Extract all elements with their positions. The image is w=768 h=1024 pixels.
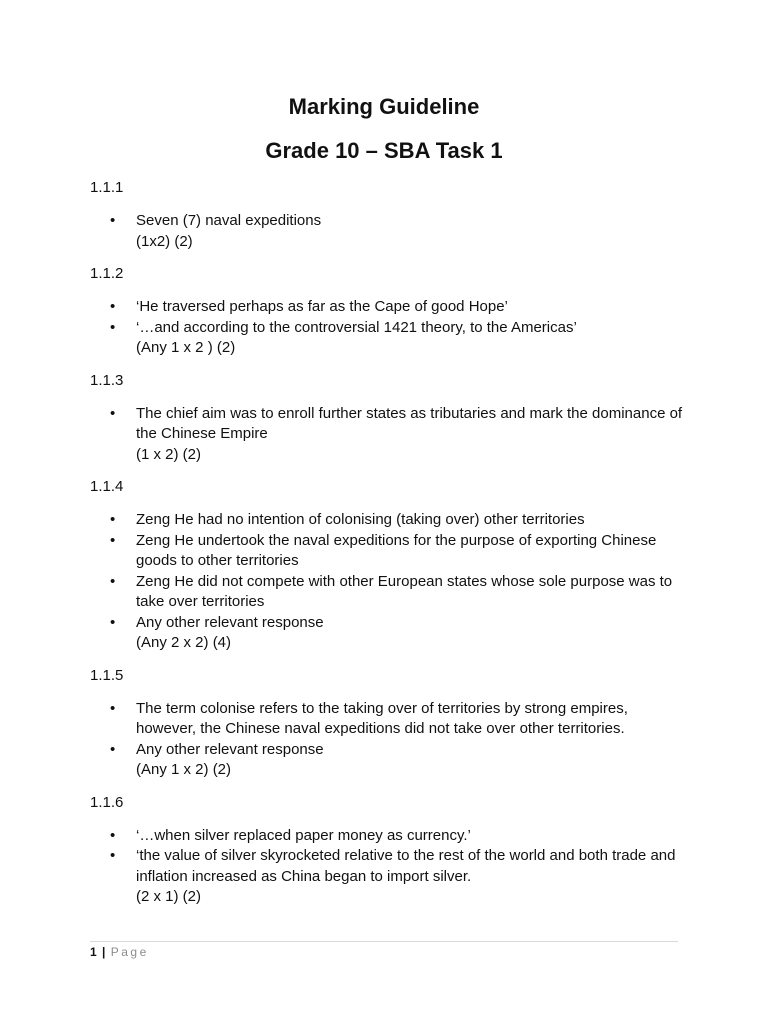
answer-item: [110, 613, 685, 634]
question-section: [90, 793, 685, 908]
bullet-icon: •: [110, 531, 116, 549]
question-section: [90, 264, 685, 359]
answer-list: [90, 211, 685, 232]
answer-text: Zeng He undertook the naval expeditions for the purpose of exporting Chinese goods to other territories: [136, 531, 657, 569]
question-number: 1.1.4: [90, 478, 124, 495]
question-section: [90, 477, 685, 654]
question-number: 1.1.5: [90, 666, 124, 684]
bullet-icon: •: [110, 318, 116, 336]
answer-item: [110, 740, 685, 761]
answer-item: [110, 318, 685, 339]
answer-text: Any other relevant response: [136, 613, 324, 631]
answer-text: ‘He traversed perhaps as far as the Cape of good Hope’: [136, 298, 508, 315]
bullet-icon: •: [110, 212, 116, 229]
answer-text: The term colonise refers to the taking over of territories by strong empires, however, the Chinese naval expeditions did not take over other territories.: [136, 699, 628, 737]
question-number: 1.1.3: [90, 371, 124, 389]
bullet-icon: •: [110, 740, 116, 758]
answer-item: [110, 297, 685, 318]
document-subtitle: Grade 10 – SBA Task 1: [265, 138, 503, 163]
bullet-icon: •: [110, 613, 116, 631]
marking-content: [90, 178, 685, 920]
mark-allocation: (1x2) (2): [136, 232, 193, 250]
answer-list: [90, 510, 685, 633]
answer-list: [90, 699, 685, 761]
answer-item: [110, 510, 685, 531]
answer-list: [90, 297, 685, 338]
mark-allocation: (Any 1 x 2 ) (2): [136, 339, 236, 356]
answer-list: [90, 826, 685, 888]
answer-text: Zeng He had no intention of colonising (taking over) other territories: [136, 511, 585, 528]
answer-item: [110, 826, 685, 847]
answer-text: ‘…when silver replaced paper money as currency.’: [136, 826, 471, 844]
answer-text: Seven (7) naval expeditions: [136, 212, 322, 229]
answer-item: [110, 531, 685, 572]
footer-page-number: 1: [90, 945, 97, 959]
mark-allocation: (1 x 2) (2): [136, 445, 202, 463]
bullet-icon: •: [110, 298, 116, 315]
mark-allocation: (Any 1 x 2) (2): [136, 761, 232, 778]
answer-item: [110, 846, 685, 887]
footer-separator: |: [102, 945, 106, 959]
mark-allocation: (2 x 1) (2): [136, 888, 202, 905]
mark-allocation: (Any 2 x 2) (4): [136, 634, 232, 651]
question-number: 1.1.6: [90, 793, 124, 811]
bullet-icon: •: [110, 511, 116, 528]
bullet-icon: •: [110, 847, 116, 864]
answer-text: ‘…and according to the controversial 1421 theory, to the Americas’: [136, 318, 577, 336]
bullet-icon: •: [110, 404, 116, 422]
answer-text: ‘the value of silver skyrocketed relative to the rest of the world and both trade and inflation increased as China began to import silver.: [136, 847, 676, 885]
answer-text: Any other relevant response: [136, 740, 324, 758]
question-section: [90, 666, 685, 781]
answer-list: [90, 404, 685, 445]
answer-item: [110, 211, 685, 232]
bullet-icon: •: [110, 699, 116, 717]
question-number: 1.1.1: [90, 179, 124, 196]
page-footer: [90, 941, 678, 960]
answer-item: [110, 404, 685, 445]
question-number: 1.1.2: [90, 265, 124, 282]
answer-item: [110, 572, 685, 613]
question-section: [90, 178, 685, 252]
answer-text: The chief aim was to enroll further states as tributaries and mark the dominance of the Chinese Empire: [136, 404, 683, 442]
question-section: [90, 371, 685, 466]
document-title: Marking Guideline: [288, 94, 480, 119]
bullet-icon: •: [110, 572, 116, 590]
answer-item: [110, 699, 685, 740]
answer-text: Zeng He did not compete with other European states whose sole purpose was to take over territories: [136, 572, 673, 610]
footer-page-label: Page: [110, 945, 149, 959]
bullet-icon: •: [110, 826, 116, 844]
